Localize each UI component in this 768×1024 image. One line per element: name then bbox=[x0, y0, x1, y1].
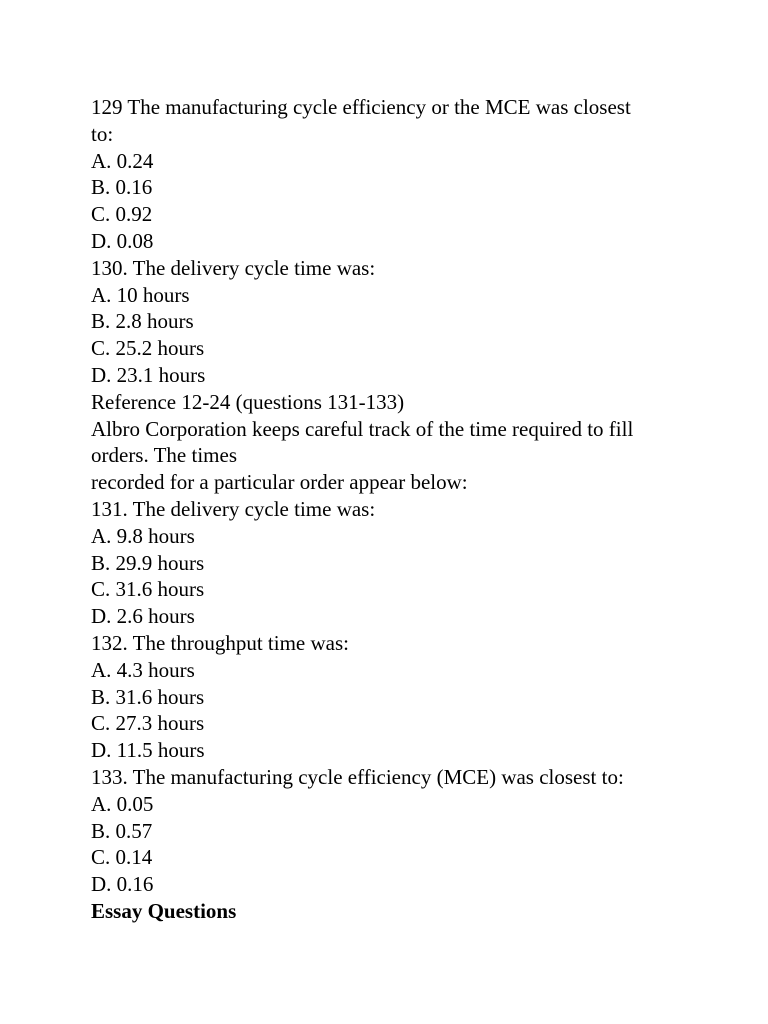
text-line: A. 10 hours bbox=[91, 282, 190, 307]
text-line: B. 0.57 bbox=[91, 818, 153, 843]
text-line: B. 31.6 hours bbox=[91, 684, 205, 709]
text-line: 131. The delivery cycle time was: bbox=[91, 496, 376, 521]
text-line: D. 11.5 hours bbox=[91, 738, 205, 763]
text-line: A. 0.05 bbox=[91, 791, 154, 816]
text-line: C. 0.14 bbox=[91, 845, 153, 870]
text-line: D. 23.1 hours bbox=[91, 362, 206, 387]
question-text-block bbox=[91, 94, 691, 898]
text-line: A. 9.8 hours bbox=[91, 523, 195, 548]
text-line: Reference 12-24 (questions 131-133) bbox=[91, 389, 405, 414]
text-line: 132. The throughput time was: bbox=[91, 630, 349, 655]
text-line: D. 0.16 bbox=[91, 872, 154, 897]
text-line: A. 4.3 hours bbox=[91, 657, 195, 682]
text-line: C. 0.92 bbox=[91, 202, 153, 227]
text-line: Albro Corporation keeps careful track of the time required to fill bbox=[91, 416, 634, 441]
document-page bbox=[91, 94, 691, 925]
text-line: D. 2.6 hours bbox=[91, 604, 195, 629]
section-heading: Essay Questions bbox=[91, 898, 237, 923]
text-line: C. 25.2 hours bbox=[91, 336, 205, 361]
text-line: B. 29.9 hours bbox=[91, 550, 205, 575]
text-line: A. 0.24 bbox=[91, 148, 154, 173]
text-line: C. 27.3 hours bbox=[91, 711, 205, 736]
text-line: to: bbox=[91, 121, 114, 146]
text-line: C. 31.6 hours bbox=[91, 577, 205, 602]
text-line: orders. The times bbox=[91, 443, 237, 468]
text-line: B. 0.16 bbox=[91, 175, 153, 200]
text-line: 129 The manufacturing cycle efficiency or the MCE was closest bbox=[91, 95, 631, 119]
text-line: B. 2.8 hours bbox=[91, 309, 194, 334]
text-line: recorded for a particular order appear below: bbox=[91, 470, 468, 495]
text-line: 133. The manufacturing cycle efficiency (MCE) was closest to: bbox=[91, 764, 624, 789]
text-line: D. 0.08 bbox=[91, 228, 154, 253]
text-line: 130. The delivery cycle time was: bbox=[91, 255, 376, 280]
